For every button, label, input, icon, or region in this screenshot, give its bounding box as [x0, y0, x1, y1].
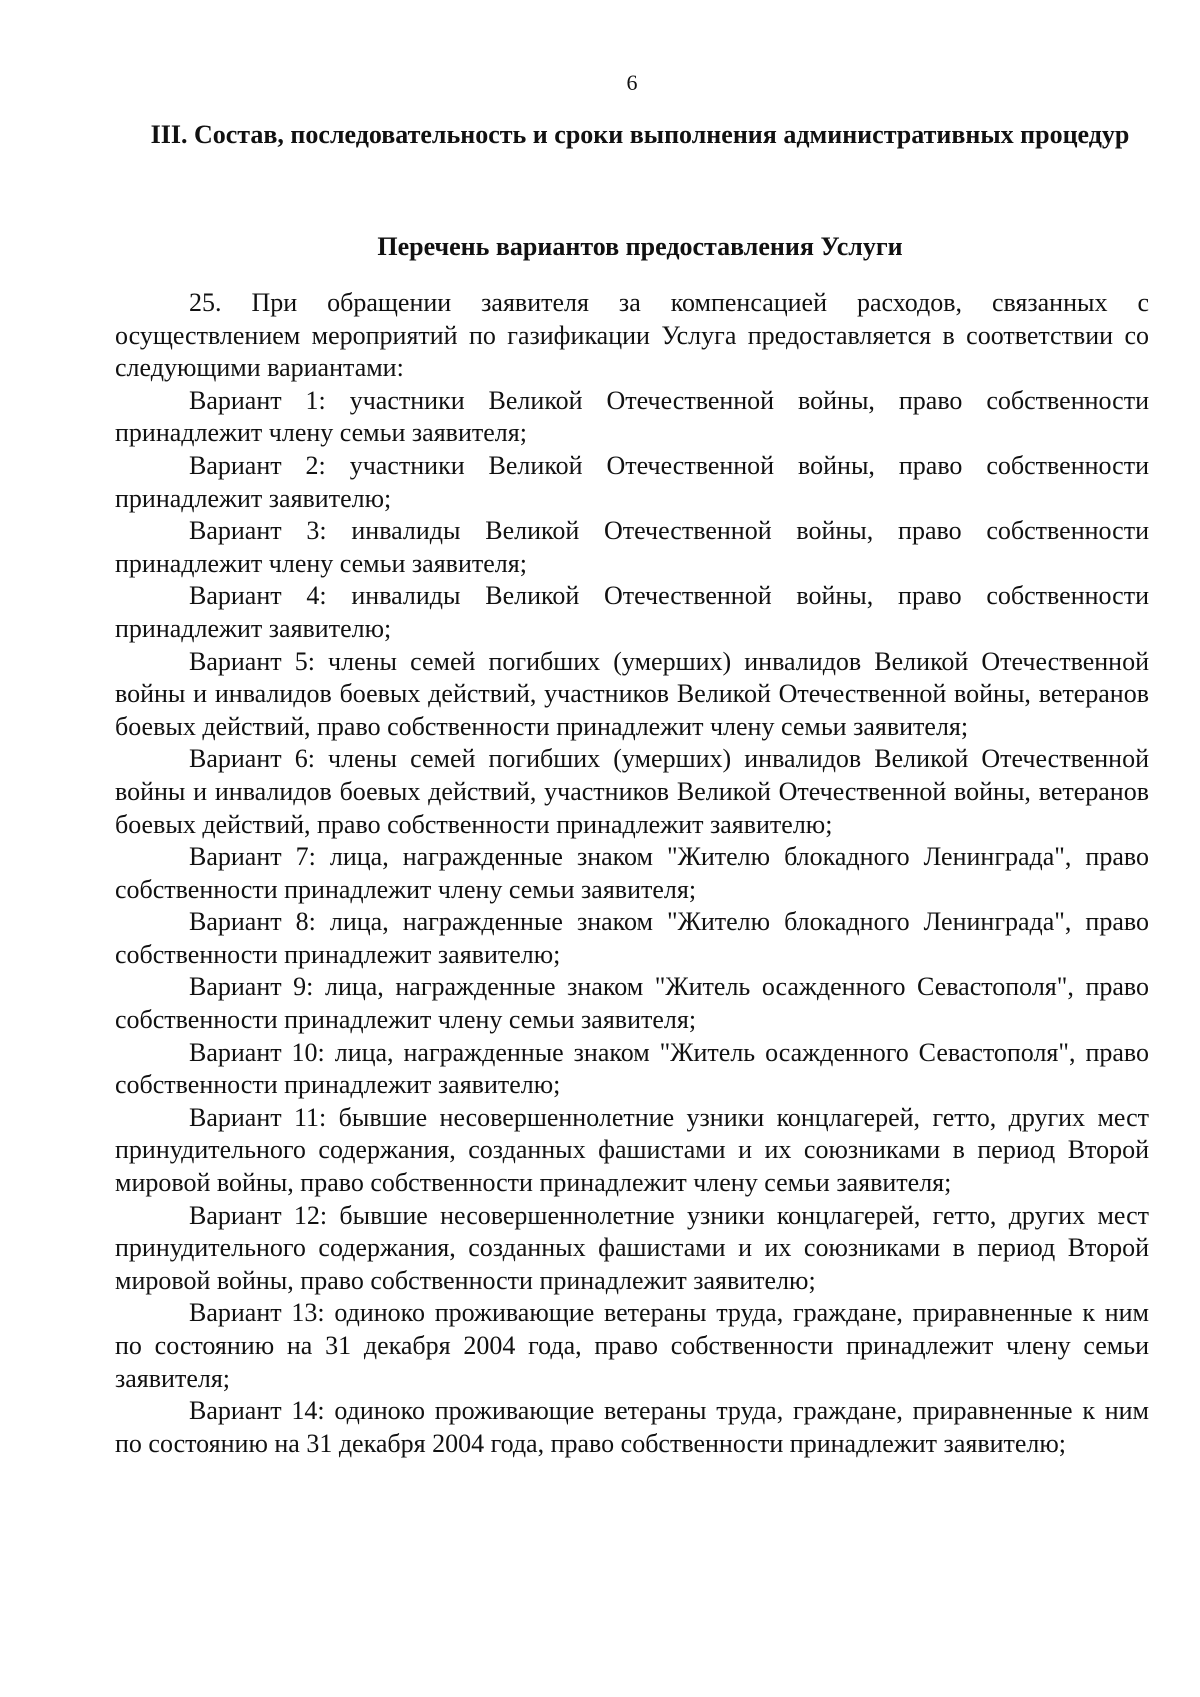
paragraph-variant-7: Вариант 7: лица, награжденные знаком "Жителю блокадного Ленинграда", право собственности принадлежит члену семьи заявителя; [115, 842, 1149, 904]
paragraph-variant-8: Вариант 8: лица, награжденные знаком "Жителю блокадного Ленинграда", право собственности принадлежит заявителю; [115, 907, 1149, 969]
paragraph-variant-13: Вариант 13: одиноко проживающие ветераны труда, граждане, приравненные к ним по состоянию на 31 декабря 2004 года, право собственности принадлежит члену семьи заявителя; [115, 1298, 1149, 1393]
body-text [115, 287, 1149, 1460]
paragraph-variant-9: Вариант 9: лица, награжденные знаком "Житель осажденного Севастополя", право собственности принадлежит члену семьи заявителя; [115, 972, 1149, 1035]
paragraph-variant-5: Вариант 5: члены семей погибших (умерших) инвалидов Великой Отечественной войны и инвалидов боевых действий, участников Великой Отечественной войны, ветеранов боевых действий, право собственности принадлежит члену семьи заявителя; [115, 646, 1149, 741]
paragraph-variant-11: Вариант 11: бывшие несовершеннолетние узники концлагерей, гетто, других мест принудительного содержания, созданных фашистами и их союзниками в период Второй мировой войны, право собственности принадлежит члену семьи заявителя; [115, 1102, 1149, 1198]
paragraph-variant-12: Вариант 12: бывшие несовершеннолетние узники концлагерей, гетто, других мест принудительного содержания, созданных фашистами и их союзниками в период Второй мировой войны, право собственности принадлежит заявителю; [115, 1200, 1149, 1295]
paragraph-variant-3: Вариант 3: инвалиды Великой Отечественной войны, право собственности принадлежит члену семьи заявителя; [115, 516, 1149, 578]
paragraph-variant-14: Вариант 14: одиноко проживающие ветераны труда, граждане, приравненные к ним по состоянию на 31 декабря 2004 года, право собственности принадлежит заявителю; [115, 1396, 1149, 1458]
paragraph-variant-1: Вариант 1: участники Великой Отечественной войны, право собственности принадлежит члену семьи заявителя; [115, 385, 1149, 448]
page-number: 6 [626, 70, 638, 95]
paragraph-intro: 25. При обращении заявителя за компенсацией расходов, связанных с осуществлением мероприятий по газификации Услуга предоставляется в соответствии со следующими вариантами: [115, 288, 1149, 383]
paragraph-variant-2: Вариант 2: участники Великой Отечественной войны, право собственности принадлежит заявителю; [115, 450, 1149, 513]
paragraph-variant-4: Вариант 4: инвалиды Великой Отечественной войны, право собственности принадлежит заявителю; [115, 581, 1149, 643]
subheading: Перечень вариантов предоставления Услуги [377, 232, 903, 261]
paragraph-variant-10: Вариант 10: лица, награжденные знаком "Житель осажденного Севастополя", право собственности принадлежит заявителю; [115, 1037, 1149, 1100]
section-heading: III. Состав, последовательность и сроки выполнения административных процедур [150, 120, 1130, 149]
paragraph-variant-6: Вариант 6: члены семей погибших (умерших) инвалидов Великой Отечественной войны и инвалидов боевых действий, участников Великой Отечественной войны, ветеранов боевых действий, право собственности принадлежит заявителю; [115, 744, 1149, 839]
